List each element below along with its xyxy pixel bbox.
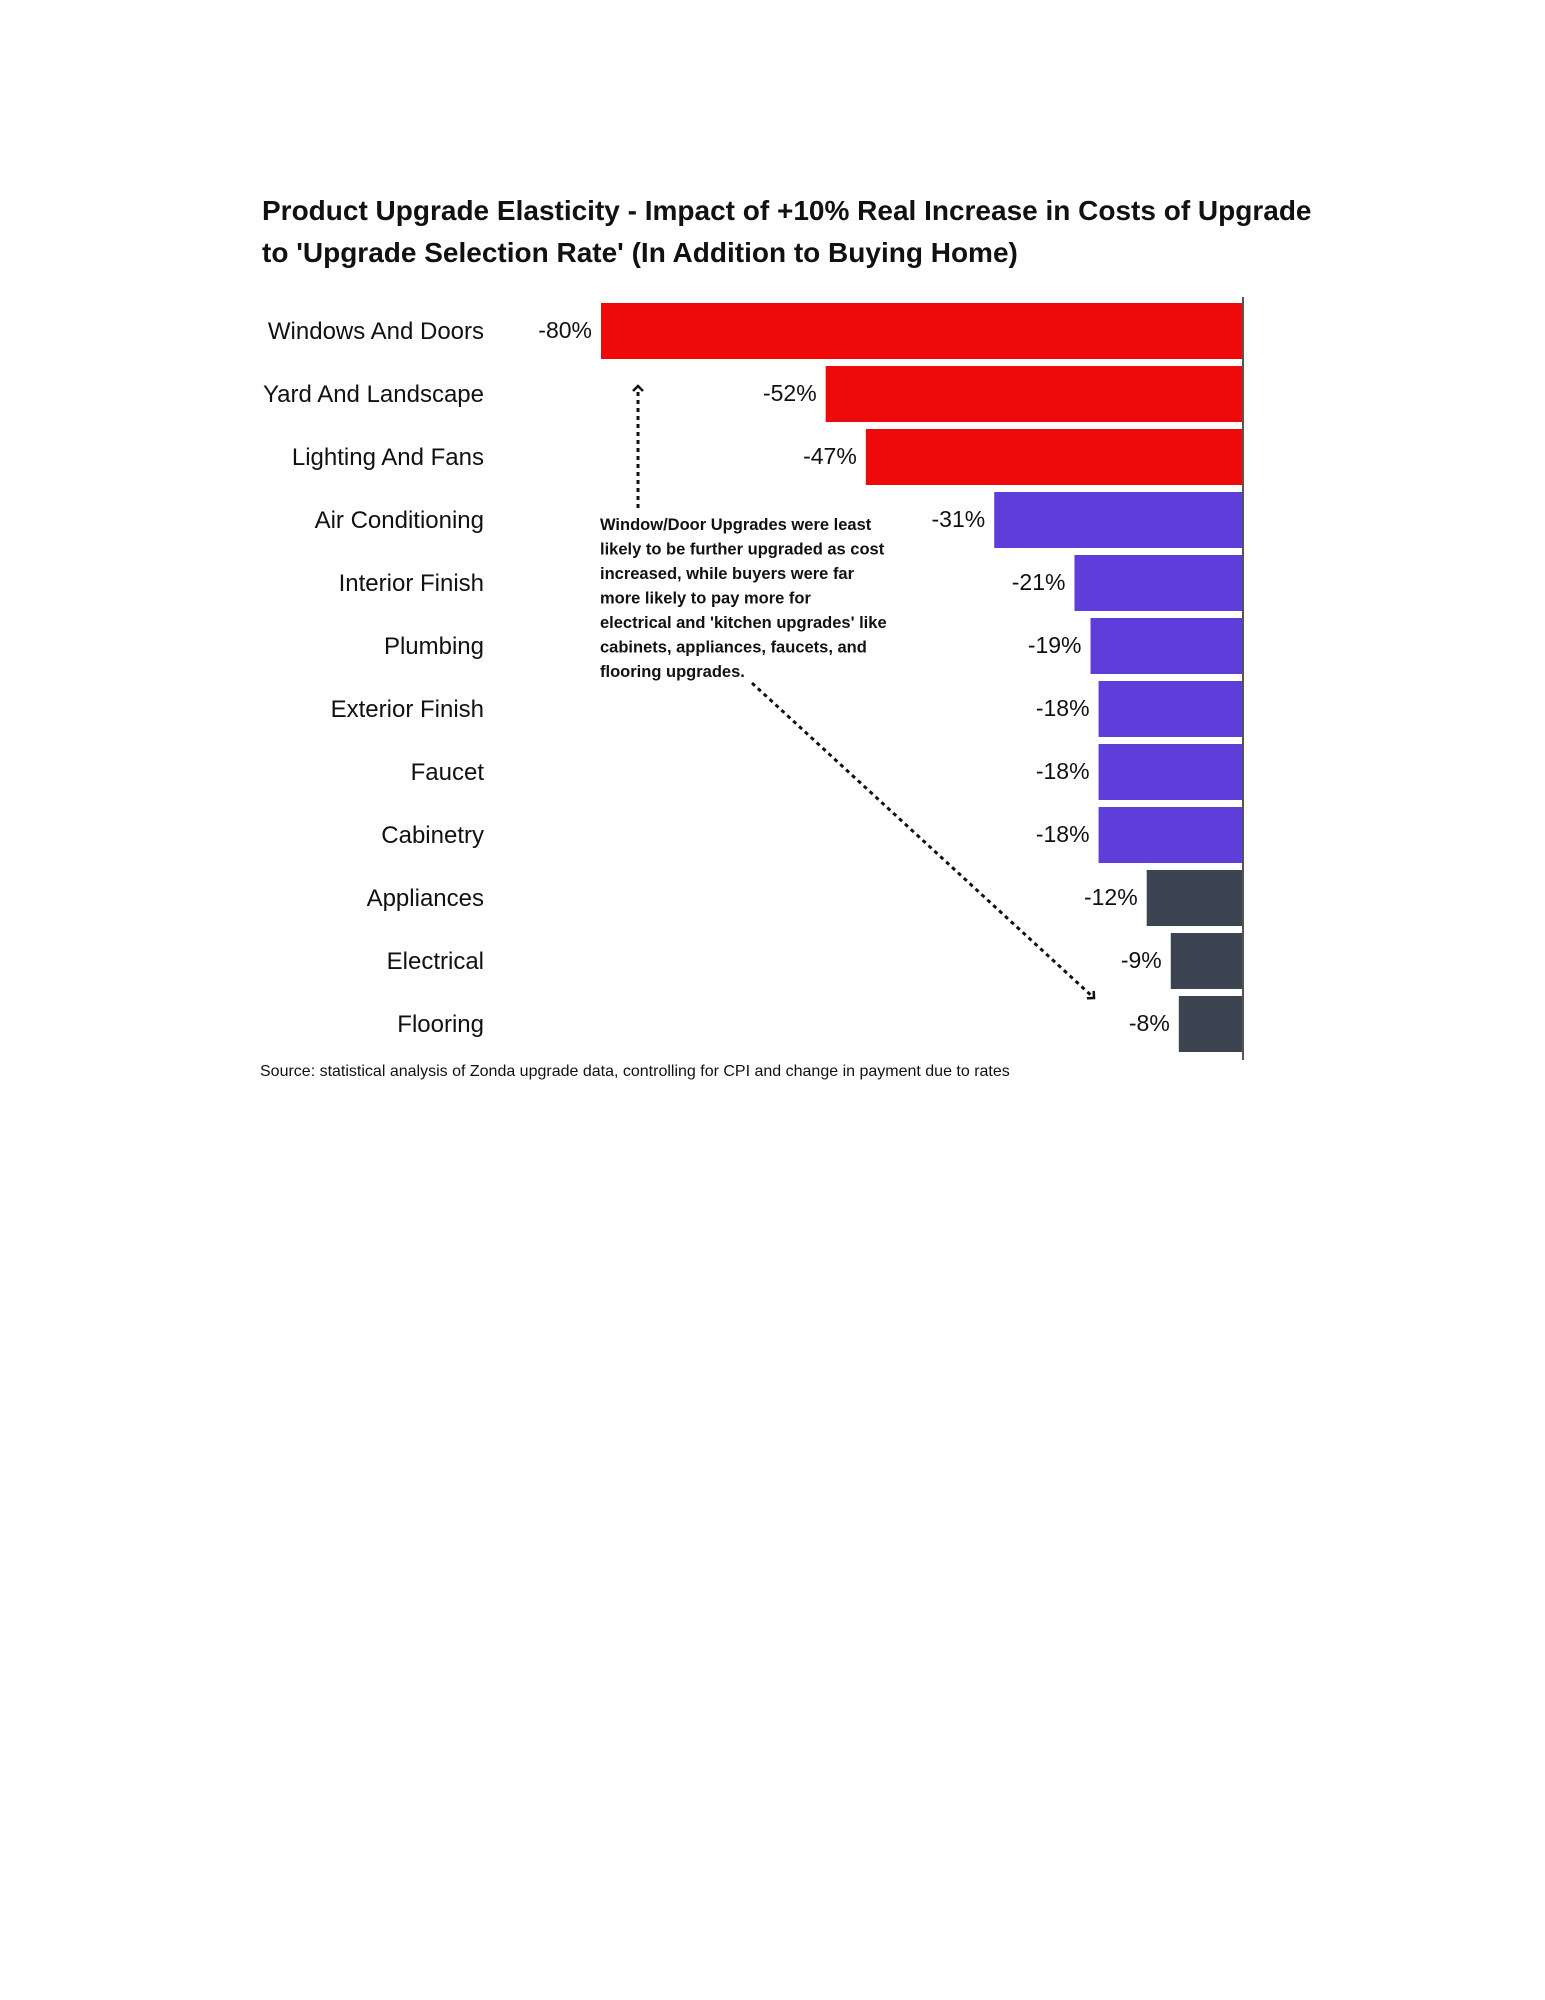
annotation-line: increased, while buyers were far — [600, 565, 855, 583]
bar — [1179, 996, 1243, 1052]
value-label: -12% — [1083, 884, 1138, 910]
bar — [1099, 744, 1243, 800]
value-label: -52% — [762, 380, 817, 406]
category-label: Exterior Finish — [330, 696, 484, 723]
category-label: Electrical — [386, 948, 484, 975]
annotation-text — [600, 516, 887, 681]
bar — [1074, 555, 1243, 611]
value-label: -9% — [1120, 947, 1162, 973]
category-label: Interior Finish — [338, 570, 484, 597]
bar — [1099, 807, 1243, 863]
annotation-line: cabinets, appliances, faucets, and — [600, 638, 867, 657]
annotation-line: flooring upgrades. — [600, 663, 745, 681]
value-label: -18% — [1035, 821, 1090, 847]
category-label: Air Conditioning — [314, 507, 484, 534]
bar — [994, 492, 1243, 548]
chart-title — [262, 195, 1312, 268]
value-label: -18% — [1035, 758, 1090, 784]
annotation-line: likely to be further upgraded as cost — [600, 540, 885, 559]
bar — [866, 429, 1243, 485]
bar — [826, 366, 1243, 422]
value-label: -8% — [1128, 1010, 1170, 1036]
category-label: Cabinetry — [381, 822, 484, 849]
category-label: Appliances — [366, 885, 484, 912]
annotation-line: electrical and 'kitchen upgrades' like — [600, 614, 887, 632]
source-note: Source: statistical analysis of Zonda upgrade data, controlling for CPI and change in payment due to rates — [260, 1063, 1010, 1080]
chart-title-line-2: to 'Upgrade Selection Rate' (In Addition to Buying Home) — [262, 237, 1018, 268]
value-label: -47% — [803, 443, 857, 469]
value-label: -21% — [1011, 569, 1066, 595]
chart-title-line-1: Product Upgrade Elasticity - Impact of +10% Real Increase in Costs of Upgrade — [262, 195, 1312, 226]
value-label: -80% — [538, 317, 592, 343]
category-labels — [263, 318, 484, 1038]
value-label: -19% — [1027, 632, 1082, 658]
bar — [1171, 933, 1243, 989]
annotation-line: Window/Door Upgrades were least — [600, 516, 872, 534]
category-label: Faucet — [410, 759, 484, 786]
category-label: Flooring — [397, 1011, 484, 1038]
value-label: -31% — [931, 506, 986, 532]
value-label: -18% — [1035, 695, 1090, 721]
category-label: Lighting And Fans — [291, 444, 484, 471]
category-label: Yard And Landscape — [262, 381, 484, 408]
annotation-line: more likely to pay more for — [600, 589, 811, 608]
bar — [1099, 681, 1243, 737]
bar — [601, 303, 1243, 359]
bar — [1147, 870, 1243, 926]
category-label: Plumbing — [383, 633, 484, 660]
bar — [1091, 618, 1243, 674]
category-label: Windows And Doors — [267, 318, 484, 345]
